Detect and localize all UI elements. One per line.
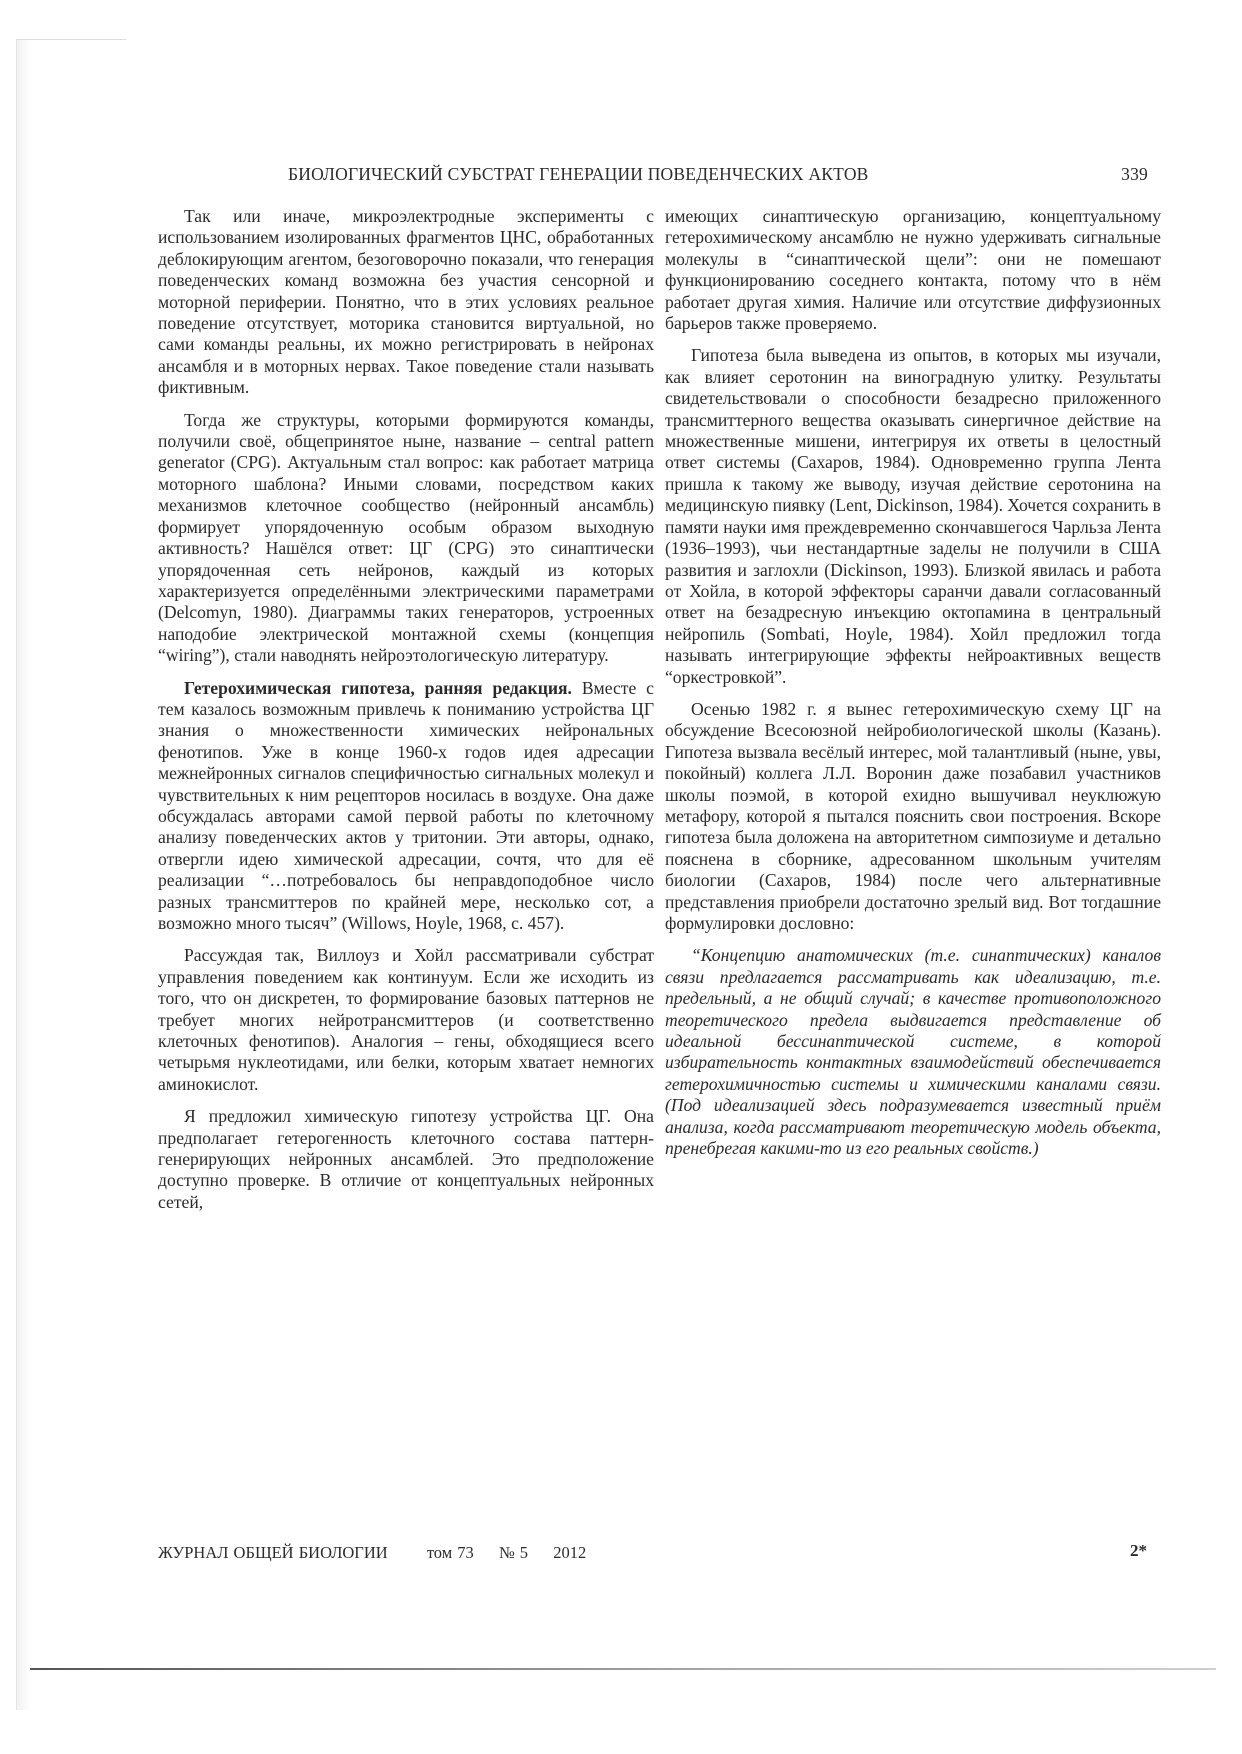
scan-edge-shadow [16, 40, 31, 1710]
scan-edge-top-line [16, 39, 126, 40]
journal-issue: № 5 [498, 1543, 529, 1562]
running-head [288, 164, 1148, 188]
section-heading: Гетерохимическая гипотеза, ранняя редакция. [184, 677, 572, 698]
journal-footer [158, 1543, 606, 1563]
paragraph: Осенью 1982 г. я вынес гетерохимическую схему ЦГ на обсуждение Всесоюзной нейробиологической школы (Казань). Гипотеза вызвала весёлый интерес, мой талантливый (ныне, увы, покойный) коллега Л.Л. Воронин даже позабавил участников школы поэмой, в которой ехидно вышучивал неуклюжую метафору, которой я пытался пояснить свои построения. Вскоре гипотеза была доложена на авторитетном симпозиуме и детально пояснена в сборнике, адресованном школьным учителям биологии (Сахаров, 1984) после чего альтернативные представления приобрели достаточно зрелый вид. Вот тогдашние формулировки дословно: [665, 698, 1161, 933]
italic-quotation: “Концепцию анатомических (т.е. синаптических) каналов связи предлагается рассматривать как идеализацию, т.е. предельный, а не общий случай; в качестве противоположного теоретического предела выдвигается представление об идеальной бессинаптической системе, в которой избирательность контактных взаимодействий обеспечивается гетерохимичностью системы и химическими каналами связи. (Под идеализацией здесь подразумевается известный приём анализа, когда рассматривают теоретическую модель объекта, пренебрегая какими-то из его реальных свойств.) [665, 945, 1161, 1159]
right-column [665, 206, 1161, 1170]
paragraph: Тогда же структуры, которыми формируются команды, получили своё, общепринятое ныне, название – central pattern generator (CPG). Актуальным стал вопрос: как работает матрица моторного шаблона? Иными словами, посредством каких механизмов клеточное сообщество (нейронный ансамбль) формирует упорядоченную особым образом выходную активность? Нашёлся ответ: ЦГ (CPG) это синаптически упорядоченная сеть нейронов, каждый из которых характеризуется определёнными электрическими параметрами (Delcomyn, 1980). Диаграммы таких генераторов, устроенных наподобие электрической монтажной схемы (концепция “wiring”), стали наводнять нейроэтологическую литературу. [158, 409, 654, 666]
printer-signature-mark: 2* [1130, 1541, 1147, 1560]
scan-artifact-line [30, 1668, 1216, 1670]
paragraph: Так или иначе, микроэлектродные эксперименты с использованием изолированных фрагментов ЦНС, обработанных деблокирующим агентом, безоговорочно показали, что генерация поведенческих команд возможна без участия сенсорной и моторной периферии. Понятно, что в этих условиях реальное поведение отсутствует, моторика становится виртуальной, но сами команды реальны, их можно регистрировать в нейронах ансамбля и в моторных нервах. Такое поведение стали называть фиктивным. [158, 206, 654, 398]
section-body: Вместе с тем казалось возможным привлечь к пониманию устройства ЦГ знания о множественности химических нейрональных фенотипов. Уже в конце 1960-х годов идея адресации межнейронных сигналов специфичностью сигнальных молекул и чувствительных к ним рецепторов носилась в воздухе. Она даже обсуждалась авторами самой первой работы по клеточному анализу поведенческих актов у тритонии. Эти авторы, однако, отвергли идею химической адресации, сочтя, что для её реализации “…потребовалось бы неправдоподобное число разных трансмиттеров по крайней мере, несколько сот, а возможно много тысяч” (Willows, Hoyle, 1968, с. 457). [158, 677, 654, 933]
paragraph: Я предложил химическую гипотезу устройства ЦГ. Она предполагает гетерогенность клеточного состава паттерн-генерирующих нейронных ансамблей. Это предположение доступно проверке. В отличие от концептуальных нейронных сетей, [158, 1106, 654, 1212]
journal-year: 2012 [553, 1543, 587, 1562]
paragraph-continuation: имеющих синаптическую организацию, концептуальному гетерохимическому ансамблю не нужно удерживать сигнальные молекулы в “синаптической щели”: они не помешают функционированию соседнего контакта, потому что в нём работает другая химия. Наличие или отсутствие диффузионных барьеров также проверяемо. [665, 206, 1161, 334]
page-number: 339 [1121, 164, 1148, 184]
running-head-title: БИОЛОГИЧЕСКИЙ СУБСТРАТ ГЕНЕРАЦИИ ПОВЕДЕНЧЕСКИХ АКТОВ [288, 164, 869, 184]
left-column [158, 206, 654, 1224]
paragraph: Рассуждая так, Виллоуз и Хойл рассматривали субстрат управления поведением как континуум. Если же исходить из того, что он дискретен, то формирование базовых паттернов не требует многих нейротрансмиттеров (и соответственно клеточных фенотипов). Аналогия – гены, обходящиеся всего четырьмя нуклеотидами, или белки, которым хватает немногих аминокислот. [158, 945, 654, 1094]
journal-name: ЖУРНАЛ ОБЩЕЙ БИОЛОГИИ [158, 1543, 388, 1562]
paragraph: Гипотеза была выведена из опытов, в которых мы изучали, как влияет серотонин на виноградную улитку. Результаты свидетельствовали о способности безадресно приложенного трансмиттерного вещества оказывать синергичное действие на множественные мишени, интегрируя их ответы в целостный ответ системы (Сахаров, 1984). Одновременно группа Лента пришла к такому же выводу, изучая действие серотонина на медицинскую пиявку (Lent, Dickinson, 1984). Хочется сохранить в памяти науки имя преждевременно скончавшегося Чарльза Лента (1936–1993), чьи нестандартные заделы не получили в США развития и заглохли (Dickinson, 1993). Близкой явилась и работа от Хойла, в которой эффекторы саранчи давали согласованный ответ на безадресную инъекцию октопамина в центральный нейропиль (Sombati, Hoyle, 1984). Хойл предложил тогда называть интегрирующие эффекты нейроактивных веществ “оркестровкой”. [665, 345, 1161, 687]
section-paragraph [158, 678, 654, 935]
journal-volume: том 73 [426, 1543, 474, 1562]
